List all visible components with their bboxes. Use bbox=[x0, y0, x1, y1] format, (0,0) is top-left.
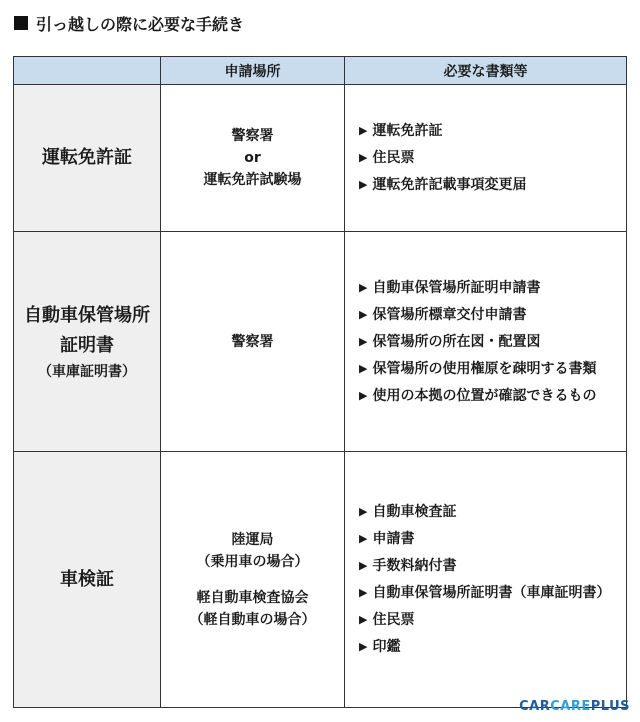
docs-cell bbox=[345, 85, 627, 232]
table-row bbox=[14, 85, 627, 232]
triangle-bullet-icon: ▶ bbox=[359, 151, 368, 164]
page-title-text: 引っ越しの際に必要な手続き bbox=[36, 14, 245, 34]
docs-cell bbox=[345, 452, 627, 708]
triangle-bullet-icon: ▶ bbox=[359, 640, 368, 653]
header-docs: 必要な書類等 bbox=[345, 57, 627, 85]
doc-label: 手数料納付書 bbox=[372, 558, 457, 574]
doc-label: 住民票 bbox=[372, 150, 415, 166]
place-line: 陸運局 bbox=[231, 531, 274, 548]
category-cell bbox=[14, 232, 161, 452]
place-cell bbox=[161, 452, 345, 708]
place-line: 警察署 bbox=[231, 128, 274, 144]
category-label: 証明書 bbox=[60, 334, 114, 356]
header-category bbox=[14, 57, 161, 85]
table-header-row bbox=[14, 57, 627, 85]
triangle-bullet-icon: ▶ bbox=[359, 586, 368, 599]
triangle-bullet-icon: ▶ bbox=[359, 124, 368, 137]
doc-label: 申請書 bbox=[372, 531, 415, 547]
title-bullet-icon bbox=[14, 16, 28, 30]
brand-logo bbox=[519, 699, 630, 714]
place-cell bbox=[161, 232, 345, 452]
place-line: 運転免許試験場 bbox=[203, 172, 302, 188]
category-note: （車庫証明書） bbox=[38, 363, 136, 380]
doc-label: 住民票 bbox=[372, 612, 415, 628]
triangle-bullet-icon: ▶ bbox=[359, 532, 368, 545]
docs-cell bbox=[345, 232, 627, 452]
table-row bbox=[14, 452, 627, 708]
category-label: 運転免許証 bbox=[42, 147, 132, 168]
place-line: （軽自動車の場合） bbox=[189, 611, 316, 628]
doc-label: 自動車検査証 bbox=[372, 504, 457, 520]
logo-part: CARE bbox=[550, 699, 591, 714]
category-cell bbox=[14, 85, 161, 232]
triangle-bullet-icon: ▶ bbox=[359, 334, 368, 348]
list-item bbox=[359, 174, 626, 196]
list-item bbox=[359, 385, 626, 407]
list-item bbox=[359, 609, 626, 631]
triangle-bullet-icon: ▶ bbox=[359, 505, 368, 518]
list-item bbox=[359, 358, 626, 380]
place-cell bbox=[161, 85, 345, 232]
triangle-bullet-icon: ▶ bbox=[359, 388, 368, 402]
page-title bbox=[14, 12, 244, 34]
triangle-bullet-icon: ▶ bbox=[359, 613, 368, 626]
doc-label: 保管場所標章交付申請書 bbox=[372, 306, 527, 323]
category-label: 自動車保管場所 bbox=[24, 304, 150, 326]
header-place: 申請場所 bbox=[161, 57, 345, 85]
category-label: 車検証 bbox=[60, 568, 114, 590]
doc-label: 使用の本拠の位置が確認できるもの bbox=[372, 387, 597, 404]
table-row bbox=[14, 232, 627, 452]
list-item bbox=[359, 636, 626, 658]
triangle-bullet-icon: ▶ bbox=[359, 178, 368, 191]
triangle-bullet-icon: ▶ bbox=[359, 280, 368, 294]
doc-label: 自動車保管場所証明書（車庫証明書） bbox=[372, 585, 611, 601]
list-item bbox=[359, 528, 626, 550]
place-line: 警察署 bbox=[231, 333, 274, 350]
place-line: or bbox=[244, 150, 261, 166]
list-item bbox=[359, 277, 626, 299]
list-item bbox=[359, 501, 626, 523]
doc-label: 保管場所の所在図・配置図 bbox=[372, 333, 541, 350]
list-item bbox=[359, 555, 626, 577]
doc-label: 保管場所の使用権原を疎明する書類 bbox=[372, 360, 597, 377]
doc-label: 運転免許証 bbox=[372, 123, 443, 139]
place-spacer bbox=[161, 573, 344, 587]
category-cell bbox=[14, 452, 161, 708]
logo-part: PLUS bbox=[590, 699, 630, 714]
doc-label: 印鑑 bbox=[372, 639, 401, 655]
logo-part: CAR bbox=[519, 699, 551, 714]
list-item bbox=[359, 304, 626, 326]
triangle-bullet-icon: ▶ bbox=[359, 559, 368, 572]
triangle-bullet-icon: ▶ bbox=[359, 361, 368, 375]
list-item bbox=[359, 582, 626, 604]
doc-label: 自動車保管場所証明申請書 bbox=[372, 279, 541, 296]
list-item bbox=[359, 120, 626, 142]
list-item bbox=[359, 331, 626, 353]
place-line: 軽自動車検査協会 bbox=[196, 589, 309, 606]
list-item bbox=[359, 147, 626, 169]
triangle-bullet-icon: ▶ bbox=[359, 307, 368, 321]
procedures-table bbox=[13, 56, 627, 708]
doc-label: 運転免許記載事項変更届 bbox=[372, 177, 527, 193]
place-line: （乗用車の場合） bbox=[196, 553, 309, 570]
